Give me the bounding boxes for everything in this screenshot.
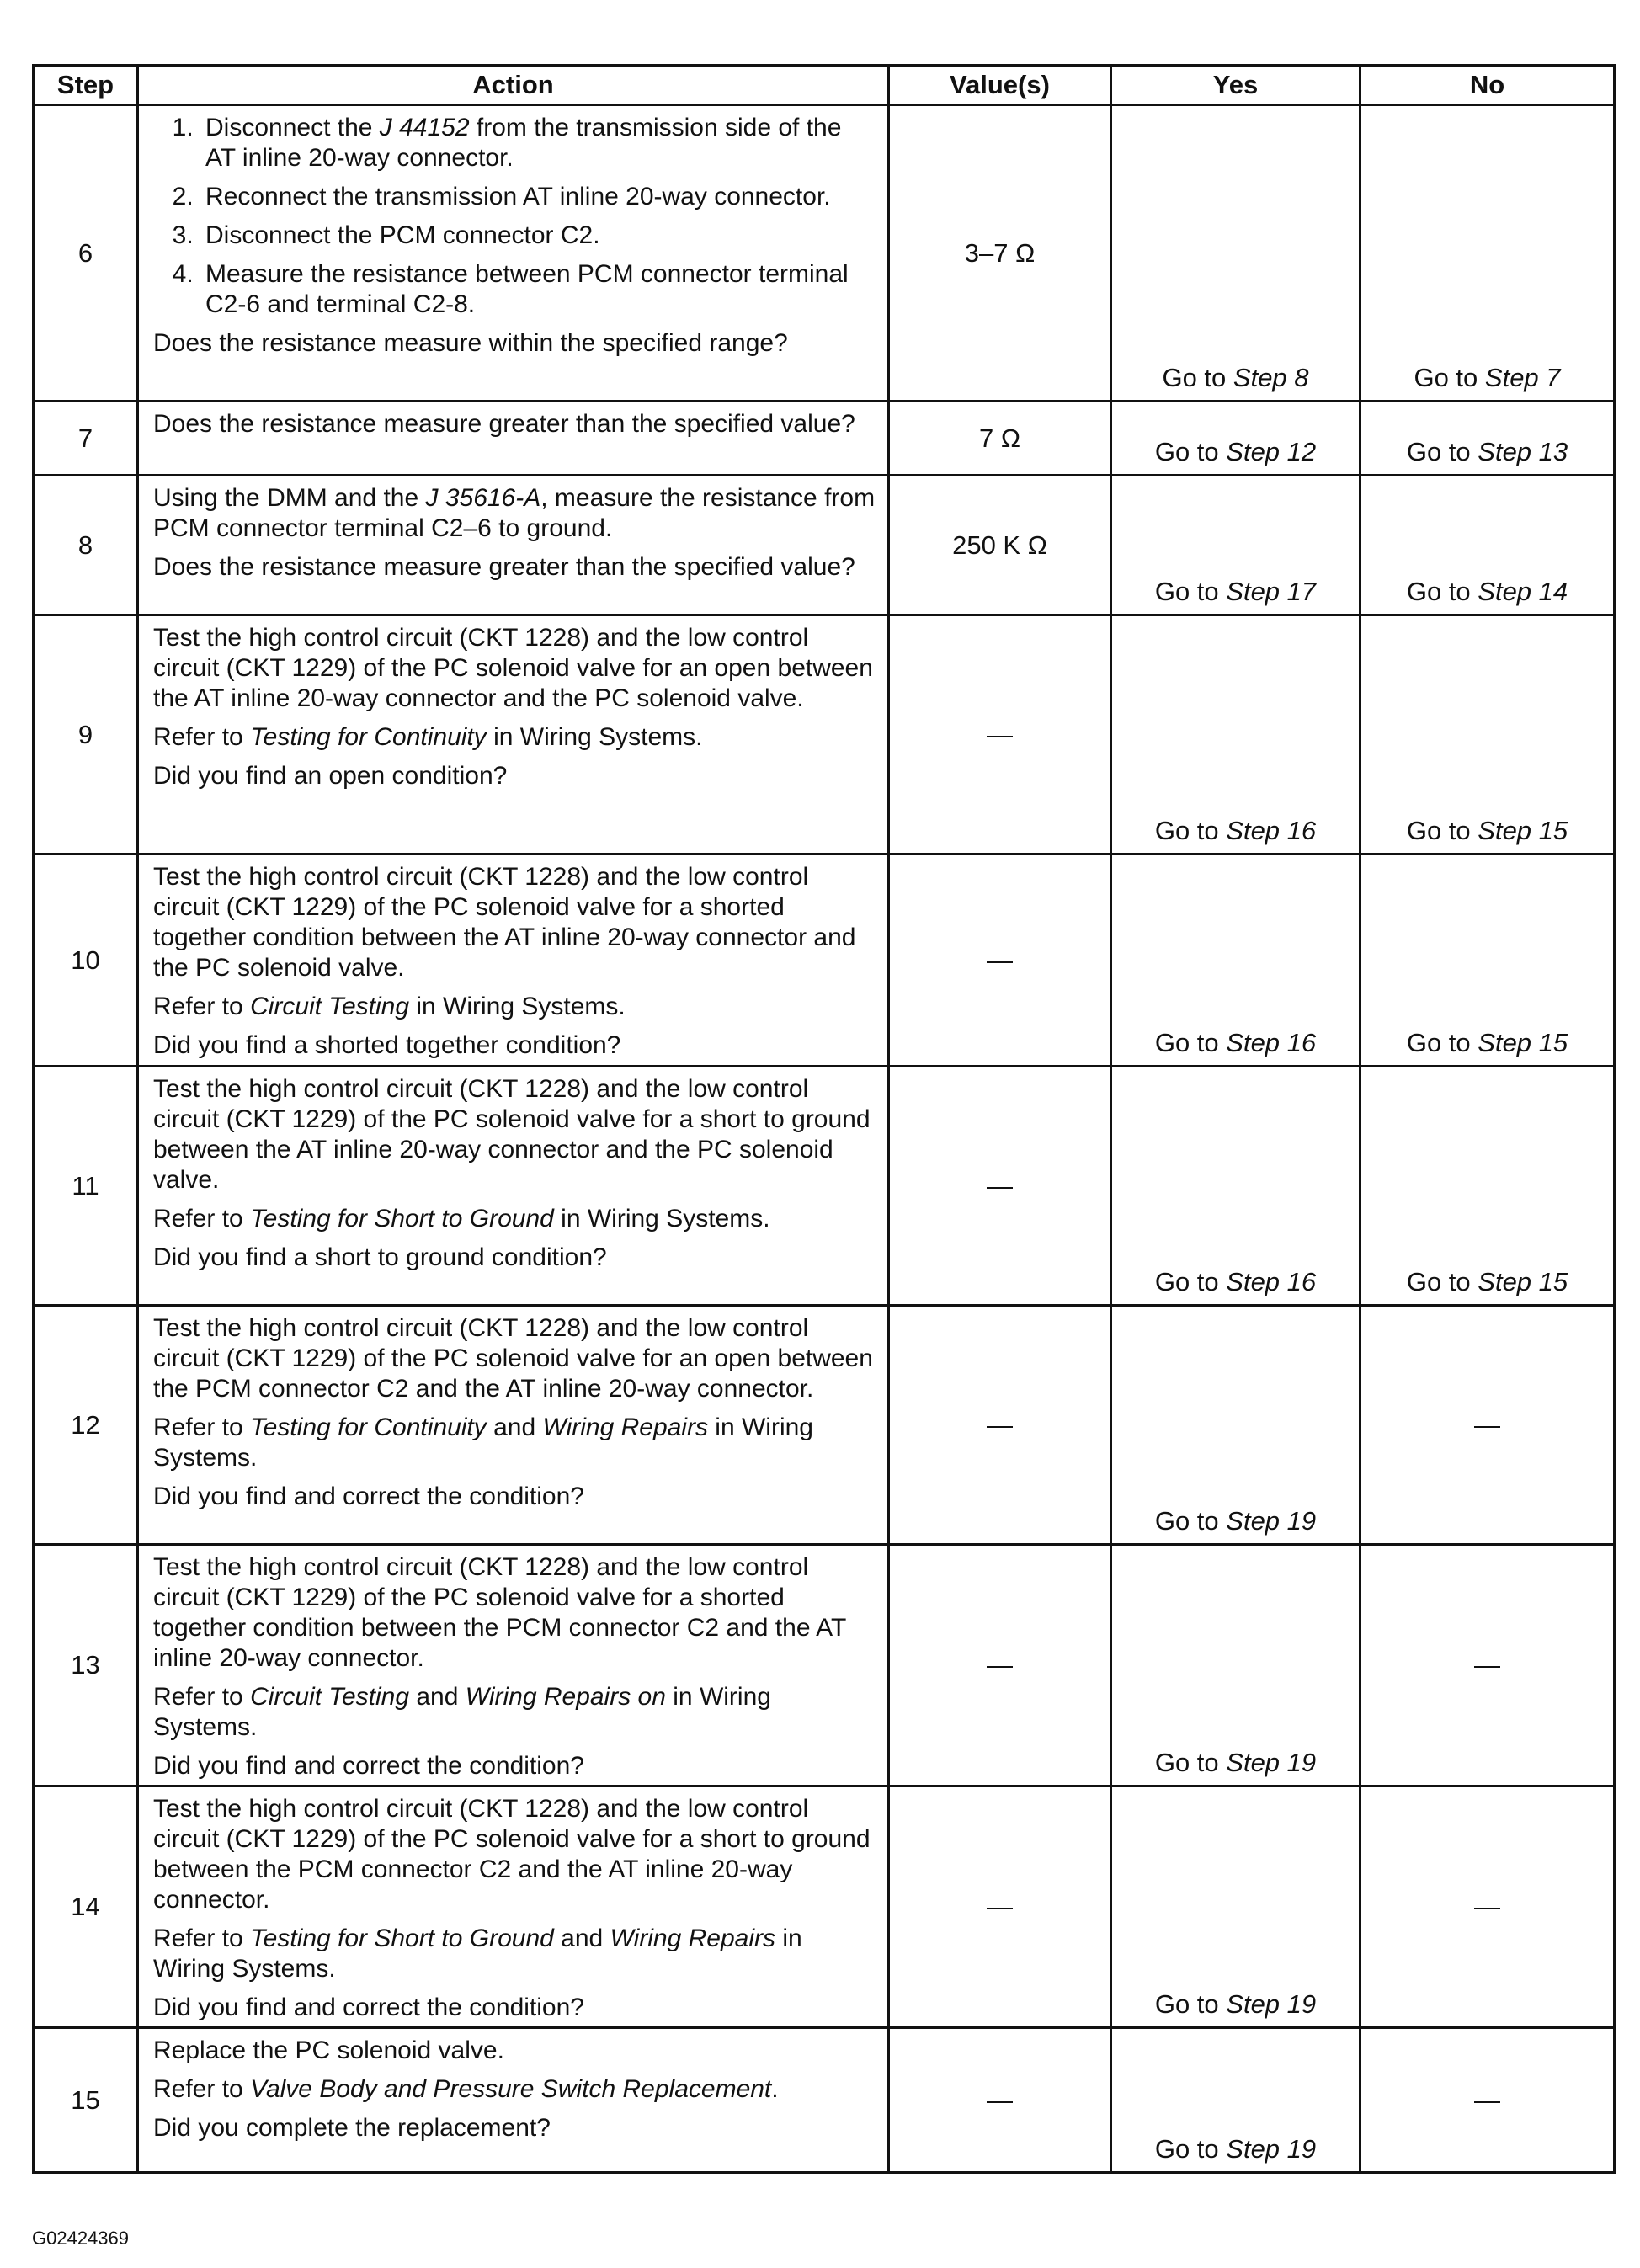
reference-text: Wiring Repairs bbox=[610, 1925, 776, 1952]
action-paragraph bbox=[153, 1751, 876, 1781]
value-cell: — bbox=[889, 615, 1111, 854]
text-run: Go to bbox=[1162, 363, 1233, 392]
no-cell bbox=[1360, 402, 1615, 476]
step-number: 13 bbox=[34, 1545, 138, 1786]
text-run: Using the DMM and the bbox=[153, 484, 426, 512]
text-run: Go to bbox=[1154, 577, 1227, 606]
action-paragraph bbox=[153, 1682, 876, 1743]
text-run: Go to bbox=[1154, 437, 1227, 466]
text-run: in Wiring Systems. bbox=[153, 1925, 802, 1983]
text-run: in Wiring Systems. bbox=[486, 723, 703, 751]
text-run: Go to bbox=[1154, 2134, 1227, 2164]
text-run: Go to bbox=[1406, 1267, 1478, 1296]
step-number: 7 bbox=[34, 402, 138, 476]
text-run: . bbox=[771, 2075, 779, 2103]
text-run: Did you find and correct the condition? bbox=[153, 1483, 584, 1510]
action-cell bbox=[138, 1786, 889, 2028]
text-run: Did you find and correct the condition? bbox=[153, 1752, 584, 1780]
value-cell: — bbox=[889, 1786, 1111, 2028]
text-run: Did you find a short to ground condition? bbox=[153, 1243, 607, 1271]
text-run: Refer to bbox=[153, 1925, 251, 1952]
table-row bbox=[34, 1067, 1615, 1306]
action-cell bbox=[138, 2028, 889, 2173]
reference-text: Testing for Continuity bbox=[250, 1414, 487, 1441]
text-run: Reconnect the transmission AT inline 20-way connector. bbox=[205, 183, 831, 210]
text-run: Go to bbox=[1406, 1028, 1478, 1057]
text-run: Refer to bbox=[153, 723, 251, 751]
text-run: in Wiring Systems. bbox=[409, 993, 626, 1020]
yes-cell bbox=[1111, 476, 1360, 615]
action-cell bbox=[138, 854, 889, 1067]
value-cell: 7 Ω bbox=[889, 402, 1111, 476]
text-run: Did you find and correct the condition? bbox=[153, 1994, 584, 2021]
substep-item bbox=[200, 113, 876, 173]
action-paragraph bbox=[153, 1243, 876, 1273]
header-no: No bbox=[1360, 66, 1615, 105]
substep-item bbox=[200, 221, 876, 251]
text-run: Test the high control circuit (CKT 1228) and the low control circuit (CKT 1229) of the PC solenoid valve for a short to ground between the PCM connector C2 and the AT inline 20-way connector. bbox=[153, 1795, 871, 1914]
action-cell bbox=[138, 1067, 889, 1306]
text-run: Refer to bbox=[153, 1205, 251, 1232]
action-cell bbox=[138, 476, 889, 615]
table-row bbox=[34, 1786, 1615, 2028]
text-run: and bbox=[553, 1925, 610, 1952]
step-number: 6 bbox=[34, 105, 138, 402]
text-run: Refer to bbox=[153, 1414, 251, 1441]
yes-cell bbox=[1111, 1545, 1360, 1786]
yes-cell bbox=[1111, 854, 1360, 1067]
reference-text: Step 19 bbox=[1226, 1748, 1317, 1777]
reference-text: Circuit Testing bbox=[250, 993, 410, 1020]
text-run: Go to bbox=[1154, 1028, 1227, 1057]
action-paragraph bbox=[153, 1794, 876, 1915]
action-paragraph bbox=[153, 1313, 876, 1404]
value-cell: — bbox=[889, 854, 1111, 1067]
value-cell: — bbox=[889, 1306, 1111, 1545]
reference-text: Step 16 bbox=[1226, 1028, 1317, 1057]
text-run: Go to bbox=[1406, 577, 1478, 606]
substep-item bbox=[200, 259, 876, 320]
no-cell: — bbox=[1360, 1786, 1615, 2028]
text-run: Does the resistance measure greater than the specified value? bbox=[153, 553, 855, 581]
reference-text: Step 19 bbox=[1226, 1989, 1317, 2019]
text-run: Test the high control circuit (CKT 1228) and the low control circuit (CKT 1229) of the PC solenoid valve for an open between the PCM connector C2 and the AT inline 20-way connector. bbox=[153, 1314, 873, 1403]
yes-cell bbox=[1111, 402, 1360, 476]
text-run: Go to bbox=[1154, 1989, 1227, 2019]
text-run: Did you complete the replacement? bbox=[153, 2114, 551, 2142]
substep-item bbox=[200, 182, 876, 212]
text-run: Refer to bbox=[153, 2075, 251, 2103]
figure-code: G02424369 bbox=[32, 2228, 129, 2249]
no-cell bbox=[1360, 1067, 1615, 1306]
value-cell: — bbox=[889, 1545, 1111, 1786]
diagnostic-table bbox=[32, 64, 1616, 2174]
action-cell bbox=[138, 615, 889, 854]
action-paragraph bbox=[153, 1482, 876, 1512]
no-cell: — bbox=[1360, 2028, 1615, 2173]
text-run: Go to bbox=[1406, 816, 1478, 845]
yes-cell bbox=[1111, 105, 1360, 402]
no-cell: — bbox=[1360, 1306, 1615, 1545]
action-paragraph bbox=[153, 1924, 876, 1984]
reference-text: Step 15 bbox=[1478, 1267, 1568, 1296]
reference-text: J 44152 bbox=[379, 114, 470, 141]
action-paragraph bbox=[153, 2113, 876, 2143]
reference-text: Circuit Testing bbox=[250, 1683, 410, 1711]
action-paragraph bbox=[153, 1074, 876, 1195]
reference-text: Step 7 bbox=[1484, 363, 1561, 392]
step-number: 12 bbox=[34, 1306, 138, 1545]
no-cell bbox=[1360, 476, 1615, 615]
reference-text: Step 15 bbox=[1478, 1028, 1568, 1057]
yes-cell bbox=[1111, 1067, 1360, 1306]
action-paragraph bbox=[153, 552, 876, 583]
text-run: Go to bbox=[1154, 816, 1227, 845]
table-row bbox=[34, 854, 1615, 1067]
step-number: 11 bbox=[34, 1067, 138, 1306]
table-row bbox=[34, 402, 1615, 476]
text-run: Disconnect the PCM connector C2. bbox=[205, 221, 600, 249]
text-run: Did you find an open condition? bbox=[153, 762, 508, 790]
value-cell: — bbox=[889, 2028, 1111, 2173]
reference-text: Step 19 bbox=[1226, 2134, 1317, 2164]
no-cell bbox=[1360, 854, 1615, 1067]
value-cell: — bbox=[889, 1067, 1111, 1306]
action-cell bbox=[138, 1306, 889, 1545]
reference-text: Step 13 bbox=[1478, 437, 1568, 466]
action-paragraph bbox=[153, 1552, 876, 1674]
reference-text: Testing for Short to Ground bbox=[250, 1205, 554, 1232]
text-run: Go to bbox=[1414, 363, 1485, 392]
text-run: Test the high control circuit (CKT 1228) and the low control circuit (CKT 1229) of the PC solenoid valve for a short to ground between the AT inline 20-way connector and the PC solenoid valve. bbox=[153, 1075, 871, 1194]
text-run: Did you find a shorted together condition? bbox=[153, 1031, 621, 1059]
reference-text: Testing for Continuity bbox=[250, 723, 487, 751]
reference-text: Step 14 bbox=[1478, 577, 1568, 606]
text-run: Go to bbox=[1154, 1506, 1227, 1536]
value-cell: 3–7 Ω bbox=[889, 105, 1111, 402]
text-run: Does the resistance measure greater than the specified value? bbox=[153, 410, 855, 438]
step-number: 8 bbox=[34, 476, 138, 615]
header-yes: Yes bbox=[1111, 66, 1360, 105]
action-paragraph bbox=[153, 722, 876, 753]
table-row bbox=[34, 1545, 1615, 1786]
action-paragraph bbox=[153, 1413, 876, 1473]
text-run: in Wiring Systems. bbox=[553, 1205, 770, 1232]
action-paragraph bbox=[153, 992, 876, 1022]
action-paragraph bbox=[153, 623, 876, 714]
reference-text: Step 16 bbox=[1226, 816, 1317, 845]
text-run: Refer to bbox=[153, 1683, 251, 1711]
yes-cell bbox=[1111, 1786, 1360, 2028]
no-cell bbox=[1360, 615, 1615, 854]
text-run: in Wiring Systems. bbox=[153, 1414, 813, 1472]
text-run: and bbox=[486, 1414, 543, 1441]
action-paragraph bbox=[153, 328, 876, 359]
step-number: 14 bbox=[34, 1786, 138, 2028]
reference-text: J 35616-A bbox=[425, 484, 541, 512]
reference-text: Step 17 bbox=[1226, 577, 1317, 606]
text-run: in Wiring Systems. bbox=[153, 1683, 771, 1741]
value-cell: 250 K Ω bbox=[889, 476, 1111, 615]
step-number: 15 bbox=[34, 2028, 138, 2173]
action-paragraph bbox=[153, 761, 876, 791]
action-paragraph bbox=[153, 2074, 876, 2105]
action-cell bbox=[138, 105, 889, 402]
header-row bbox=[34, 66, 1615, 105]
action-paragraph bbox=[153, 1204, 876, 1234]
header-action: Action bbox=[138, 66, 889, 105]
reference-text: Valve Body and Pressure Switch Replacement bbox=[250, 2075, 772, 2103]
table-row bbox=[34, 1306, 1615, 1545]
text-run: , measure the resistance from PCM connector terminal C2–6 to ground. bbox=[153, 484, 876, 542]
action-paragraph bbox=[153, 409, 876, 439]
text-run: Test the high control circuit (CKT 1228) and the low control circuit (CKT 1229) of the PC solenoid valve for a shorted together condition between the PCM connector C2 and the AT inline 20-way connector. bbox=[153, 1553, 846, 1672]
text-run: Refer to bbox=[153, 993, 251, 1020]
action-cell bbox=[138, 402, 889, 476]
text-run: Disconnect the bbox=[205, 114, 380, 141]
reference-text: Step 16 bbox=[1226, 1267, 1317, 1296]
table-row bbox=[34, 476, 1615, 615]
reference-text: Step 15 bbox=[1478, 816, 1568, 845]
text-run: Go to bbox=[1154, 1748, 1227, 1777]
reference-text: Wiring Repairs bbox=[542, 1414, 708, 1441]
reference-text: Step 12 bbox=[1226, 437, 1317, 466]
reference-text: Step 8 bbox=[1233, 363, 1309, 392]
text-run: Go to bbox=[1154, 1267, 1227, 1296]
action-paragraph bbox=[153, 2036, 876, 2066]
action-paragraph bbox=[153, 1030, 876, 1061]
yes-cell bbox=[1111, 1306, 1360, 1545]
text-run: Test the high control circuit (CKT 1228) and the low control circuit (CKT 1229) of the PC solenoid valve for an open between the AT inline 20-way connector and the PC solenoid valve. bbox=[153, 624, 873, 712]
text-run: Replace the PC solenoid valve. bbox=[153, 2036, 504, 2064]
reference-text: Step 19 bbox=[1226, 1506, 1317, 1536]
action-substeps bbox=[153, 113, 876, 320]
text-run: and bbox=[409, 1683, 466, 1711]
text-run: Go to bbox=[1406, 437, 1478, 466]
yes-cell bbox=[1111, 2028, 1360, 2173]
header-step: Step bbox=[34, 66, 138, 105]
table-row bbox=[34, 2028, 1615, 2173]
text-run: Measure the resistance between PCM connector terminal C2-6 and terminal C2-8. bbox=[205, 260, 849, 318]
table-row bbox=[34, 615, 1615, 854]
text-run: Does the resistance measure within the specified range? bbox=[153, 329, 788, 357]
text-run: from the transmission side of the AT inline 20-way connector. bbox=[205, 114, 842, 172]
yes-cell bbox=[1111, 615, 1360, 854]
no-cell: — bbox=[1360, 1545, 1615, 1786]
table-row bbox=[34, 105, 1615, 402]
step-number: 10 bbox=[34, 854, 138, 1067]
reference-text: Wiring Repairs on bbox=[465, 1683, 666, 1711]
action-paragraph bbox=[153, 862, 876, 983]
no-cell bbox=[1360, 105, 1615, 402]
step-number: 9 bbox=[34, 615, 138, 854]
action-paragraph bbox=[153, 483, 876, 544]
header-values: Value(s) bbox=[889, 66, 1111, 105]
reference-text: Testing for Short to Ground bbox=[250, 1925, 554, 1952]
table-body bbox=[34, 105, 1615, 2173]
text-run: Test the high control circuit (CKT 1228) and the low control circuit (CKT 1229) of the PC solenoid valve for a shorted together condition between the AT inline 20-way connector and the PC solenoid valve. bbox=[153, 863, 856, 982]
action-cell bbox=[138, 1545, 889, 1786]
action-paragraph bbox=[153, 1993, 876, 2023]
